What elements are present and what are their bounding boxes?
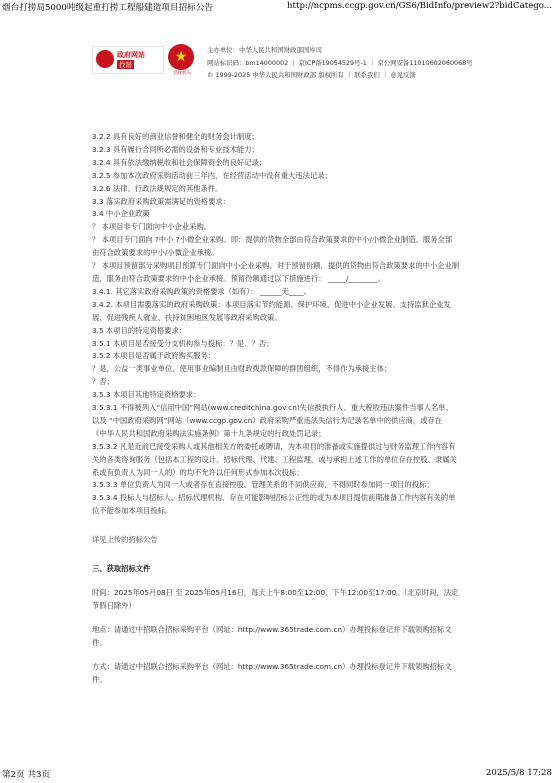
content-line: 3.2.6 法律、行政法规规定的其他条件。	[92, 183, 223, 193]
content-line: 《中华人民共和国政府采购法实施条例》第十九条规定的行政处罚记录；	[92, 428, 326, 438]
content-line: 系或有负责人为同一人的）的均不允许以任何形式参加本次投标；	[92, 467, 304, 477]
content-line: ？ 本项目非专门面向中小企业采购。	[92, 222, 212, 232]
content-line: 位不能参加本项目投标。	[92, 506, 173, 516]
site-info-line: 主办单位：中华人民共和国财政部国库司	[207, 46, 323, 54]
time-line: 时间：2025年05月08日 至 2025年05月16日，每天上午8:00至12:00，下午12:00至17:00。（北京时间，法定	[92, 588, 459, 597]
content-line: 由符合政策要求的中小/小微企业承接。	[92, 248, 219, 258]
qualification-requirements	[92, 131, 476, 518]
site-header	[92, 40, 512, 88]
content-line: 3.5.3.1 不得被列入“信用中国”网站(www.creditchina.gov.cn)失信被执行人、重大税收违法案件当事人名单、	[92, 403, 453, 413]
content-line: ？ 本项目专门面向 ?中小 ?小微企业采购。即：提供的货物全部由符合政策要求的中小/小微企业制造、服务全部	[92, 235, 453, 245]
site-info	[207, 44, 473, 82]
content-line: 3.4.2. 本项目需要落实的政府采购政策：本项目落实节约能源、保护环境、促进中小企业发展、支持监狱企业发	[92, 299, 451, 309]
page-number: 第2页 共3页	[2, 770, 51, 780]
content-line: 3.5.3.2 凡是近前已接受采购人或其他相关方的委托或聘请，为本项目的准备或实施提供过与财务监理工作内容有	[92, 441, 456, 451]
star-emblem-icon: ★	[168, 44, 194, 70]
print-header-url: http://ncpms.ccgp.gov.cn/GS6/BidInfo/preview2?bidCatego...	[287, 1, 552, 11]
content-line: 展、促进残疾人就业、扶持贫困地区发展等政府采购政策。	[92, 312, 282, 322]
content-line: 3.5 本项目的特定资格要求：	[92, 325, 187, 335]
place-line: 件。	[92, 637, 107, 647]
content-line: 3.5.3.4 投标人与招标人、招标代理机构、存在可能影响招标公正性的或为本项目提供前期准备工作内容有关的单	[92, 493, 456, 503]
content-line: ？是，公益一类事业单位、使用事业编制且由财政拨款保障的群团组织，不得作为承接主体；	[92, 364, 392, 374]
content-line: 3.4.1. 其它落实政府采购政策的资格要求（如有）： ______无____。	[92, 286, 311, 296]
site-info-line: 网站标识码：bm14000002 ｜ 京ICP备19054529号-1 ｜ 京公网安备11010602060068号	[207, 58, 473, 67]
content-line: 3.4 中小企业政策	[92, 209, 150, 219]
print-datetime: 2025/5/8 17:28	[485, 768, 552, 778]
time-line: 节假日除外）	[92, 600, 136, 610]
section-title: 三、获取招标文件	[92, 564, 151, 574]
notice-content	[92, 131, 476, 686]
logo-text-bottom: 找错	[119, 61, 132, 69]
content-line: 3.3 落实政府采购政策需满足的资格要求：	[92, 196, 230, 206]
print-header-title: 烟台打捞局5000吨级起重打捞工程船建造项目招标公告	[2, 3, 213, 13]
site-info-line: © 1999-2025 中华人民共和国财政部 版权所有 ｜ 联系我们 ｜ 意见反馈	[207, 71, 416, 79]
logo-text-top: 政府网站	[117, 51, 145, 59]
content-line: 3.2.4 具有依法缴纳税收和社会保障资金的良好记录；	[92, 157, 267, 167]
place-line: 地点：请通过中招联合招标采购平台（网址：http://www.365trade.com.cn）办理投标登记并下载领购招标文	[92, 624, 452, 634]
gov-site-error-report-logo[interactable]	[92, 46, 164, 74]
content-line: 3.5.2 本项目是否属于政府购买服务：	[92, 351, 216, 361]
print-footer	[0, 768, 554, 782]
content-line: 3.2.3 具有履行合同所必需的设备和专业技术能力；	[92, 144, 259, 154]
party-govt-agency-logo[interactable]	[168, 44, 196, 78]
content-line: ？否；	[92, 377, 114, 387]
national-emblem-icon	[96, 50, 114, 68]
content-line: 造、服务由符合政策要求的中小企业承接。预留份额通过以下措施进行： _____/________。	[92, 273, 386, 283]
method-line: 方式：请通过中招联合招标采购平台（网址：http://www.365trade.com.cn）办理投标登记并下载领购招标文	[92, 661, 452, 671]
content-line: ？ 本项目预留部分采购项目预算专门面向中小企业采购。对于预留份额，提供的货物由符合政策要求的中小企业制	[92, 261, 460, 271]
content-line: 3.5.3.3 单位负责人为同一人或者存在直接控股、管理关系的不同供应商，不得同时参加同一项目的投标；	[92, 480, 434, 490]
content-line: 关的各类咨询服务（包括本工程的设计、招标代理、代建、工程监理，或与承担上述工作的单位存在控股、隶属关	[92, 454, 457, 464]
content-line: 3.5.1 本项目是否接受分支机构参与投标：？是、？否；	[92, 338, 274, 348]
content-line: 3.2.2 具有良好的商业信誉和健全的财务会计制度；	[92, 132, 259, 141]
content-line: 3.2.5 参加本次政府采购活动前三年内，在经营活动中没有重大违法记录；	[92, 170, 332, 180]
print-header	[0, 0, 554, 14]
content-line: 3.5.3 本项目其他特定资格要求：	[92, 390, 201, 400]
method-line: 件。	[92, 674, 107, 684]
content-line: 以及 “中国政府采购网”网站（www.ccgp.gov.cn）政府采购严重违法失信行为记录名单中的供应商，或存在	[92, 415, 443, 425]
emblem-caption: 党政机关	[173, 71, 191, 76]
details-link[interactable]: 详见上传的招标公告	[92, 535, 158, 545]
